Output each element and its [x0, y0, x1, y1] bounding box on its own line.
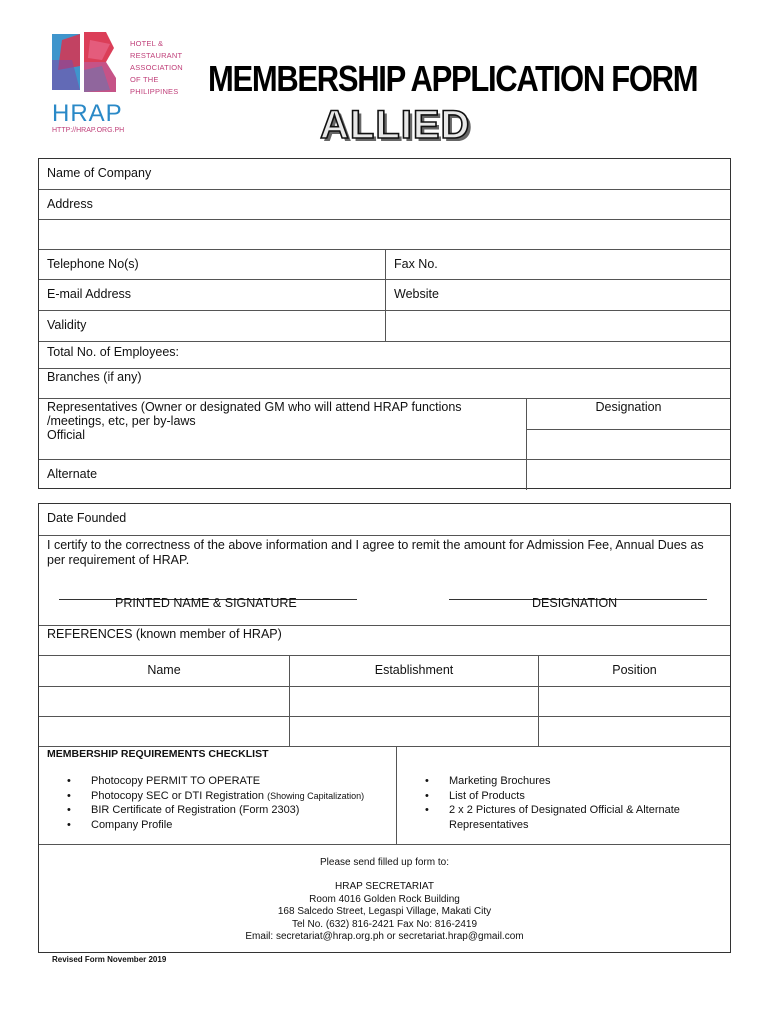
employees-label: Total No. of Employees:: [47, 345, 180, 359]
official-row: [39, 429, 730, 459]
references-row: [39, 625, 730, 656]
telephone-fax-row: [39, 249, 730, 280]
validity-field[interactable]: [39, 311, 385, 342]
logo-url: HTTP://HRAP.ORG.PH: [52, 127, 125, 134]
branches-row[interactable]: [39, 368, 730, 399]
alternate-field[interactable]: [39, 460, 526, 490]
certification-text: [47, 538, 704, 568]
checklist-item-text: List of Products: [449, 789, 525, 802]
ref-name-field[interactable]: [39, 687, 289, 717]
contact-line: HRAP SECRETARIAT: [335, 881, 434, 892]
designation-signature-label: DESIGNATION: [532, 596, 618, 610]
form-subtitle: ALLIED: [320, 103, 471, 147]
references-header-row: [39, 655, 730, 687]
designation-header: [526, 399, 730, 430]
ref-position-header: [538, 656, 730, 687]
address-row-2[interactable]: [39, 219, 730, 250]
logo-caption-line: PHILIPPINES: [130, 87, 179, 96]
references-label: REFERENCES (known member of HRAP): [47, 627, 282, 641]
validity-label: Validity: [47, 318, 87, 332]
checklist-item: [425, 774, 680, 789]
contact-line: Room 4016 Golden Rock Building: [309, 893, 460, 905]
address-row[interactable]: [39, 189, 730, 220]
certification-row: [39, 535, 730, 626]
checklist-item: [425, 789, 680, 804]
ref-name-field[interactable]: [39, 717, 289, 747]
checklist-item: [425, 803, 680, 818]
hrap-logo-mark: [50, 30, 130, 102]
logo-caption-line: RESTAURANT: [130, 51, 183, 60]
representatives-header: [39, 399, 526, 442]
reference-row-1: [39, 686, 730, 717]
alternate-label: Alternate: [47, 467, 98, 481]
logo-acronym: HRAP: [52, 100, 123, 127]
checklist-item-text: Photocopy PERMIT TO OPERATE: [91, 775, 261, 787]
logo-caption-line: HOTEL &: [130, 39, 164, 48]
checklist-left-list: [67, 774, 364, 832]
checklist-right-list: [425, 774, 680, 832]
ref-establishment-header-label: Establishment: [374, 663, 454, 677]
contact-email[interactable]: Email: secretariat@hrap.org.ph or secretariat.hrap@gmail.com: [245, 931, 524, 942]
alternate-row: [39, 459, 730, 490]
validity-row: [39, 310, 730, 342]
checklist-item-text: Representatives: [449, 818, 529, 831]
reference-row-2: [39, 716, 730, 747]
checklist-item-text: Photocopy SEC or DTI Registration: [91, 789, 265, 802]
validity-value-field[interactable]: [385, 311, 730, 342]
designation-label: Designation: [595, 400, 662, 414]
checklist-item-text: Company Profile: [91, 818, 173, 831]
representatives-label-line-1: Representatives (Owner or designated GM who will attend HRAP functions: [47, 400, 462, 414]
ref-position-field[interactable]: [538, 687, 730, 717]
contact-line: Tel No. (632) 816-2421 Fax No: 816-2419: [291, 918, 478, 930]
contact-line: 168 Salcedo Street, Legaspi Village, Makati City: [277, 906, 492, 917]
checklist-item: [67, 818, 364, 833]
address-label: Address: [47, 197, 93, 211]
logo-caption: [130, 38, 183, 98]
logo-caption-line: ASSOCIATION: [130, 63, 183, 72]
checklist-row: [39, 746, 730, 845]
email-label: E-mail Address: [47, 287, 132, 301]
official-designation-field[interactable]: [526, 429, 730, 459]
fax-field[interactable]: [385, 250, 730, 280]
representatives-label-line-2: /meetings, etc, per by-laws: [47, 414, 196, 428]
branches-label: Branches (if any): [47, 370, 142, 384]
telephone-field[interactable]: [39, 250, 385, 280]
logo-caption-line: OF THE: [130, 75, 159, 84]
contact-row: [39, 844, 730, 954]
form-title: MEMBERSHIP APPLICATION FORM: [208, 58, 698, 99]
ref-name-header-label: Name: [147, 663, 181, 677]
printed-name-signature-label: PRINTED NAME & SIGNATURE: [115, 596, 297, 610]
date-founded-row[interactable]: [39, 504, 730, 535]
certification-line-2: per requirement of HRAP.: [47, 553, 190, 567]
company-name-label: Name of Company: [47, 166, 152, 180]
official-field[interactable]: [39, 429, 526, 459]
company-info-table: [38, 158, 731, 489]
checklist-left: [39, 747, 396, 845]
company-name-row[interactable]: [39, 159, 730, 189]
official-label: Official: [47, 428, 85, 442]
ref-position-header-label: Position: [612, 663, 657, 677]
ref-establishment-field[interactable]: [289, 687, 538, 717]
alternate-designation-field[interactable]: [526, 460, 730, 490]
ref-establishment-field[interactable]: [289, 717, 538, 747]
contact-block: [39, 881, 730, 944]
contact-intro: Please send filled up form to:: [320, 857, 449, 868]
website-label: Website: [394, 287, 439, 301]
checklist-item: [67, 774, 364, 789]
fax-label: Fax No.: [394, 257, 438, 271]
ref-position-field[interactable]: [538, 717, 730, 747]
ref-name-header: [39, 656, 289, 687]
certification-line-1: I certify to the correctness of the above information and I agree to remit the amount for Admission Fee, Annual Dues as: [47, 538, 704, 552]
email-field[interactable]: [39, 280, 385, 311]
checklist-item-text: 2 x 2 Pictures of Designated Official & Alternate: [449, 804, 680, 816]
date-founded-label: Date Founded: [47, 511, 127, 525]
revision-note: Revised Form November 2019: [52, 955, 167, 964]
representatives-row: [39, 398, 730, 442]
ref-establishment-header: [289, 656, 538, 687]
checklist-item-note: (Showing Capitalization): [267, 790, 365, 801]
checklist-item: [67, 803, 364, 818]
employees-row[interactable]: [39, 341, 730, 369]
checklist-item-continuation: [425, 818, 680, 833]
checklist-item: [67, 789, 364, 804]
checklist-title: MEMBERSHIP REQUIREMENTS CHECKLIST: [47, 748, 269, 760]
checklist-right: [396, 747, 730, 845]
email-website-row: [39, 279, 730, 311]
checklist-item-text: Marketing Brochures: [449, 775, 551, 787]
certification-table: [38, 503, 731, 953]
website-field[interactable]: [385, 280, 730, 311]
checklist-item-text: BIR Certificate of Registration (Form 2303): [91, 804, 300, 816]
telephone-label: Telephone No(s): [47, 257, 139, 271]
